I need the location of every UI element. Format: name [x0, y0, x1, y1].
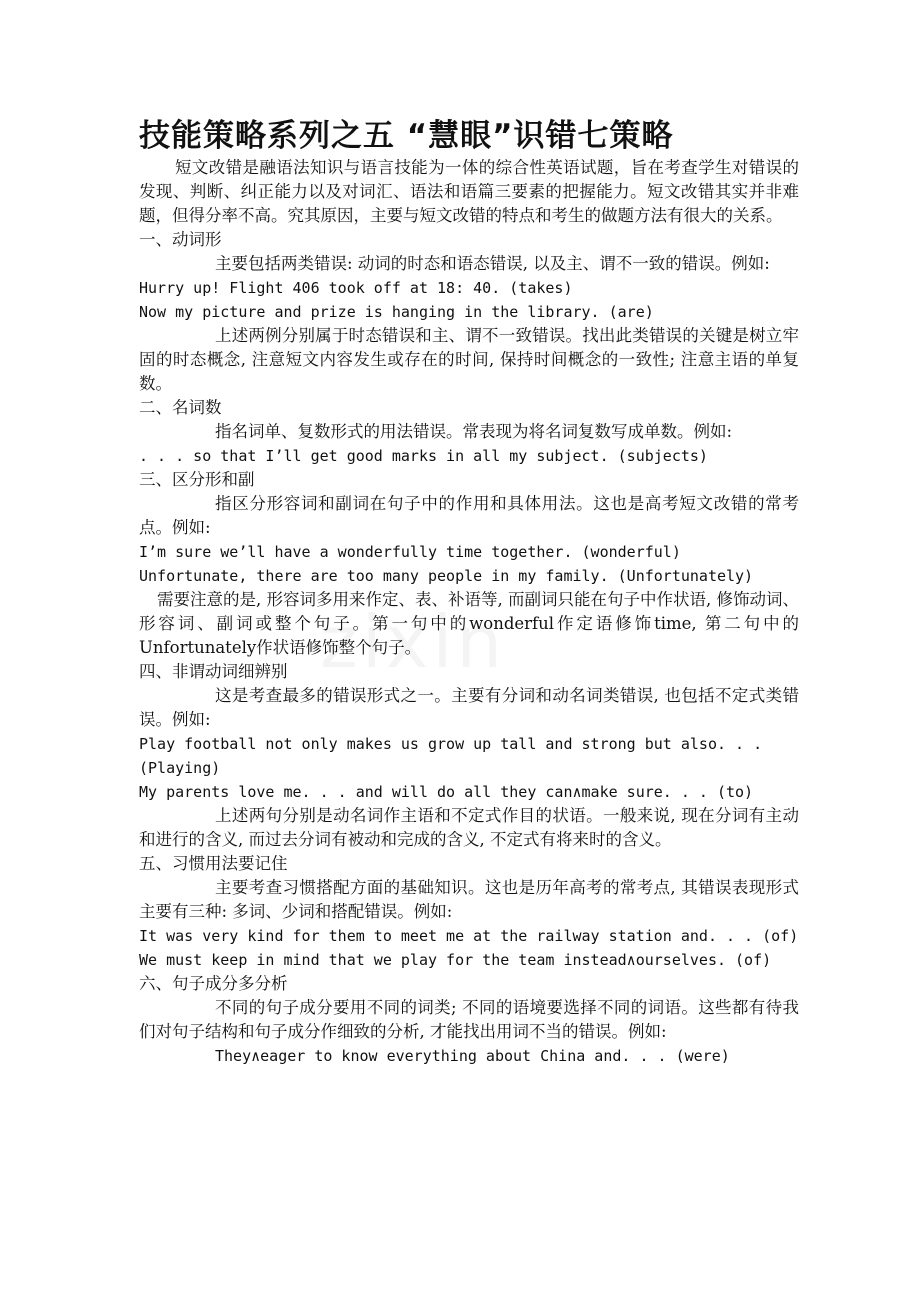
example-sentence: Now my picture and prize is hanging in the library. (are) — [139, 303, 654, 321]
example-sentence: . . . so that I’ll get good marks in all my subject. (subjects) — [139, 447, 708, 465]
section-description: 指名词单、复数形式的用法错误。常表现为将名词复数写成单数。例如: — [215, 422, 733, 441]
section-heading: 六、句子成分多分析 — [139, 974, 288, 993]
section-description: 这是考查最多的错误形式之一。主要有分词和动名词类错误, 也包括不定式类错误。例如: — [139, 686, 799, 729]
example-sentence: We must keep in mind that we play for the team instead∧ourselves. (of) — [139, 951, 772, 969]
section-heading: 二、名词数 — [139, 398, 222, 417]
section-note: 需要注意的是, 形容词多用来作定、表、补语等, 而副词只能在句子中作状语, 修饰动词、形容词、副词或整个句子。第一句中的wonderful作定语修饰time, 第二句中的Unfortunately作状语修饰整个句子。 — [139, 590, 799, 657]
section-description: 主要包括两类错误: 动词的时态和语态错误, 以及主、谓不一致的错误。例如: — [215, 254, 770, 273]
example-sentence: Hurry up! Flight 406 took off at 18: 40. (takes) — [139, 279, 573, 297]
section-description: 不同的句子成分要用不同的词类; 不同的语境要选择不同的词语。这些都有待我们对句子结构和句子成分作细致的分析, 才能找出用词不当的错误。例如: — [139, 998, 799, 1041]
section-heading: 四、非谓动词细辨别 — [139, 662, 288, 681]
example-sentence: I’m sure we’ll have a wonderfully time together. (wonderful) — [139, 543, 681, 561]
section-heading: 一、动词形 — [139, 230, 222, 249]
intro-paragraph: 短文改错是融语法知识与语言技能为一体的综合性英语试题，旨在考查学生对错误的发现、判断、纠正能力以及对词汇、语法和语篇三要素的把握能力。短文改错其实并非难题，但得分率不高。究其原因，主要与短文改错的特点和考生的做题方法有很大的关系。 — [139, 158, 799, 225]
example-sentence: It was very kind for them to meet me at the railway station and. . . (of) — [139, 927, 799, 945]
section-heading: 三、区分形和副 — [139, 470, 255, 489]
section-note: 上述两句分别是动名词作主语和不定式作目的状语。一般来说, 现在分词有主动和进行的含义, 而过去分词有被动和完成的含义, 不定式有将来时的含义。 — [139, 806, 799, 849]
section-description: 指区分形容词和副词在句子中的作用和具体用法。这也是高考短文改错的常考点。例如: — [139, 494, 799, 537]
page-title: 技能策略系列之五 “慧眼”识错七策略 — [139, 118, 674, 154]
example-sentence: They∧eager to know everything about China and. . . (were) — [215, 1047, 730, 1065]
example-sentence: My parents love me. . . and will do all they can∧make sure. . . (to) — [139, 783, 754, 801]
example-sentence-correction: (Playing) — [139, 759, 221, 777]
section-description: 主要考查习惯搭配方面的基础知识。这也是历年高考的常考点, 其错误表现形式主要有三种: 多词、少词和搭配错误。例如: — [139, 878, 799, 921]
section-heading: 五、习惯用法要记住 — [139, 854, 288, 873]
example-sentence: Play football not only makes us grow up tall and strong but also. . . — [139, 735, 763, 753]
document-page — [139, 112, 799, 1068]
section-note: 上述两例分别属于时态错误和主、谓不一致错误。找出此类错误的关键是树立牢固的时态概念, 注意短文内容发生或存在的时间, 保持时间概念的一致性; 注意主语的单复数。 — [139, 326, 799, 393]
example-sentence: Unfortunate, there are too many people in my family. (Unfortunately) — [139, 567, 754, 585]
